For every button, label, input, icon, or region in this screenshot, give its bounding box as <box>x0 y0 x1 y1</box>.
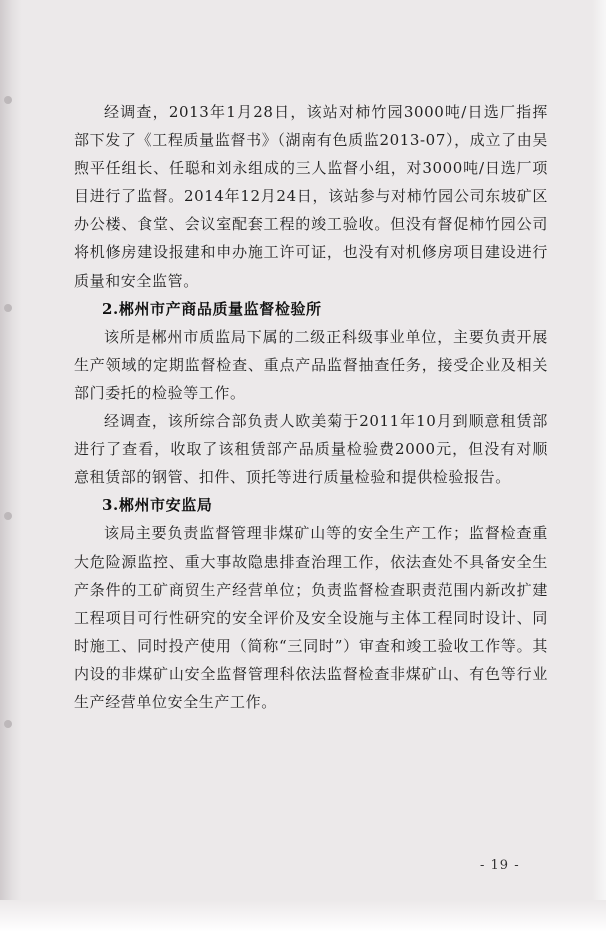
binding-hole <box>4 720 12 728</box>
paragraph-institute-investigation: 经调查，该所综合部负责人欧美菊于2011年10月到顺意租赁部进行了查看，收取了该租赁部产品质量检验费2000元，但没有对顺意租赁部的钢管、扣件、顶托等进行质量检验和提供检验报告。 <box>74 412 548 487</box>
binding-hole <box>4 512 12 520</box>
binding-hole <box>4 96 12 104</box>
paragraph-investigation-station: 经调查，2013年1月28日，该站对柿竹园3000吨/日选厂指挥部下发了《工程质量监督书》（湖南有色质监2013-07），成立了由吴煦平任组长、任聪和刘永组成的三人监督小组，对3000吨/日选厂项目进行了监督。2014年12月24日，该站参与对柿竹园公司东坡矿区办公楼、食堂、会议室配套工程的竣工验收。但没有督促柿竹园公司将机修房建设报建和申办施工许可证，也没有对机修房项目建设进行质量和安全监管。 <box>74 103 548 290</box>
page-right-edge <box>592 0 606 932</box>
section-heading-safety-bureau: 3.郴州市安监局 <box>102 496 213 515</box>
paragraph-institute-duties: 该所是郴州市质监局下属的二级正科级事业单位，主要负责开展生产领域的定期监督检查、重点产品监督抽查任务，接受企业及相关部门委托的检验等工作。 <box>74 327 548 402</box>
page-binding-edge <box>0 0 22 932</box>
binding-hole <box>4 304 12 312</box>
page-bottom-edge <box>0 900 606 932</box>
page-number: - 19 - <box>480 858 520 873</box>
section-heading-quality-inspection: 2.郴州市产商品质量监督检验所 <box>102 299 322 318</box>
paragraph-bureau-duties: 该局主要负责监督管理非煤矿山等的安全生产工作；监督检查重大危险源监控、重大事故隐患排查治理工作，依法查处不具备安全生产条件的工矿商贸生产经营单位；负责监督检查职责范围内新改扩建工程项目可行性研究的安全评价及安全设施与主体工程同时设计、同时施工、同时投产使用（简称“三同时”）审查和竣工验收工作等。其内设的非煤矿山安全监督管理科依法监督检查非煤矿山、有色等行业生产经营单位安全生产工作。 <box>74 524 548 711</box>
document-body <box>74 98 548 716</box>
